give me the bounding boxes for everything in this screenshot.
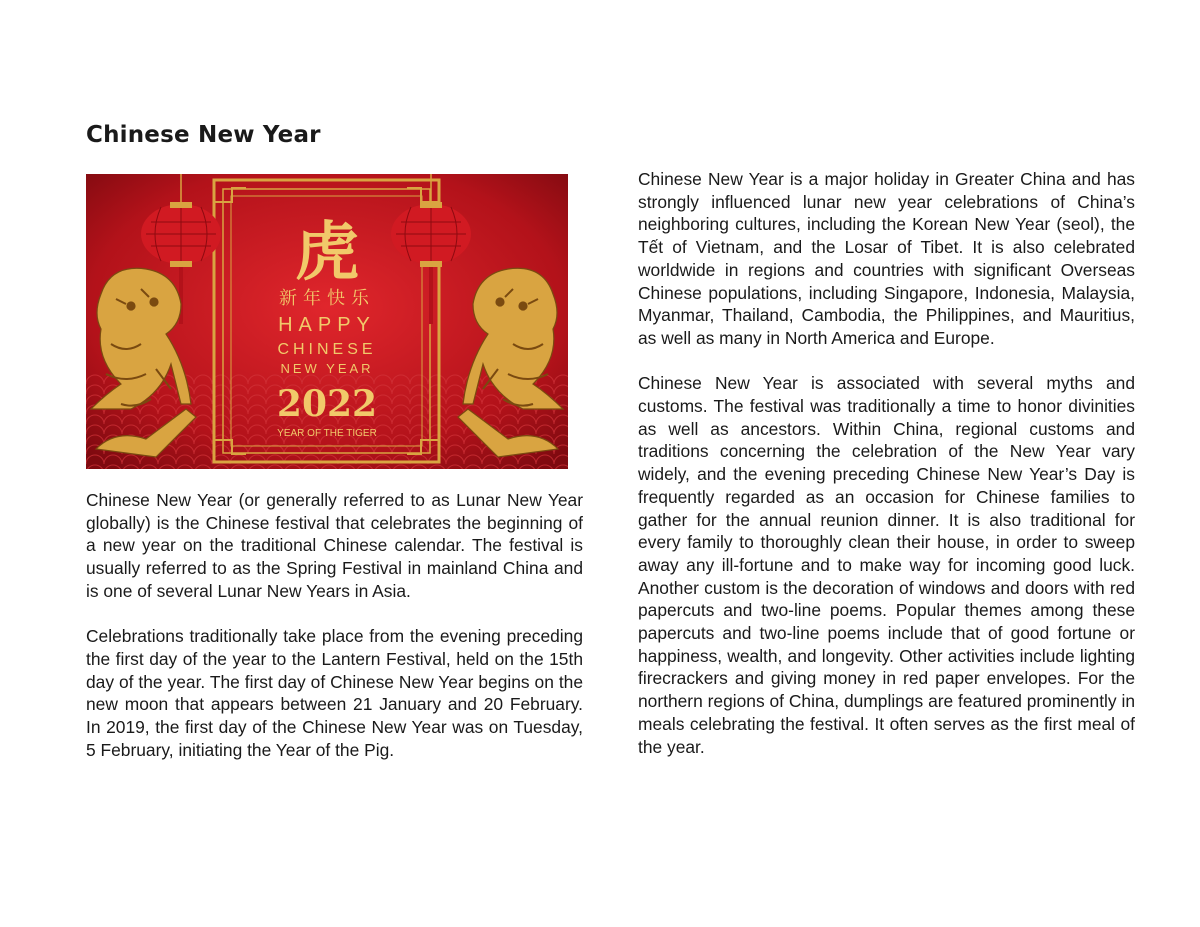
paragraph: Chinese New Year is associated with several myths and customs. The festival was traditionally a time to honor divinities as well as ancestors. Within China, regional customs and traditions concerning the celebration of the New Year vary widely, and the evening preceding Chinese New Year’s Day is frequently regarded as an occasion for Chinese families to gather for the annual reunion dinner. It is also traditional for every family to thoroughly clean their house, in order to sweep away any ill-fortune and to make way for incoming good luck. Another custom is the decoration of windows and doors with red papercuts and two-line poems. Popular themes among these papercuts and two-line poems include that of good fortune or happiness, wealth, and longevity. Other activities include lighting firecrackers and giving money in red paper envelopes. For the northern regions of China, dumplings are featured prominently in meals celebrating the festival. It often serves as the first meal of the year. <box>638 373 1135 757</box>
paragraph: Chinese New Year (or generally referred to as Lunar New Year globally) is the Chinese festival that celebrates the beginning of a new year on the traditional Chinese calendar. The festival is usually referred to as the Spring Festival in mainland China and is one of several Lunar New Years in Asia. <box>86 490 583 601</box>
poster-line-chinese: CHINESE <box>277 341 377 358</box>
poster-subtitle: YEAR OF THE TIGER <box>277 428 377 439</box>
right-column-text <box>638 168 1135 781</box>
left-column-text <box>86 489 583 784</box>
chinese-new-year-poster-image <box>86 174 568 469</box>
paragraph: Celebrations traditionally take place from the evening preceding the first day of the year to the Lantern Festival, held on the 15th day of the year. The first day of Chinese New Year begins on the new moon that appears between 21 January and 20 February. In 2019, the first day of the Chinese New Year was on Tuesday, 5 February, initiating the Year of the Pig. <box>86 626 583 760</box>
poster-line-happy: HAPPY <box>278 314 376 336</box>
poster-year: 2022 <box>276 383 378 425</box>
poster-glyph: 虎 <box>295 216 359 290</box>
poster-line-new-year: NEW YEAR <box>280 361 374 376</box>
poster-chinese-greeting: 新年快乐 <box>279 288 375 309</box>
document-title: Chinese New Year <box>86 122 321 148</box>
paragraph: Chinese New Year is a major holiday in Greater China and has strongly influenced lunar new year celebrations of China’s neighboring cultures, including the Korean New Year (seol), the Tết of Vietnam, and the Losar of Tibet. It is also celebrated worldwide in regions and countries with significant Overseas Chinese populations, including Singapore, Indonesia, Malaysia, Myanmar, Thailand, Cambodia, the Philippines, and Mauritius, as well as many in North America and Europe. <box>638 169 1135 348</box>
